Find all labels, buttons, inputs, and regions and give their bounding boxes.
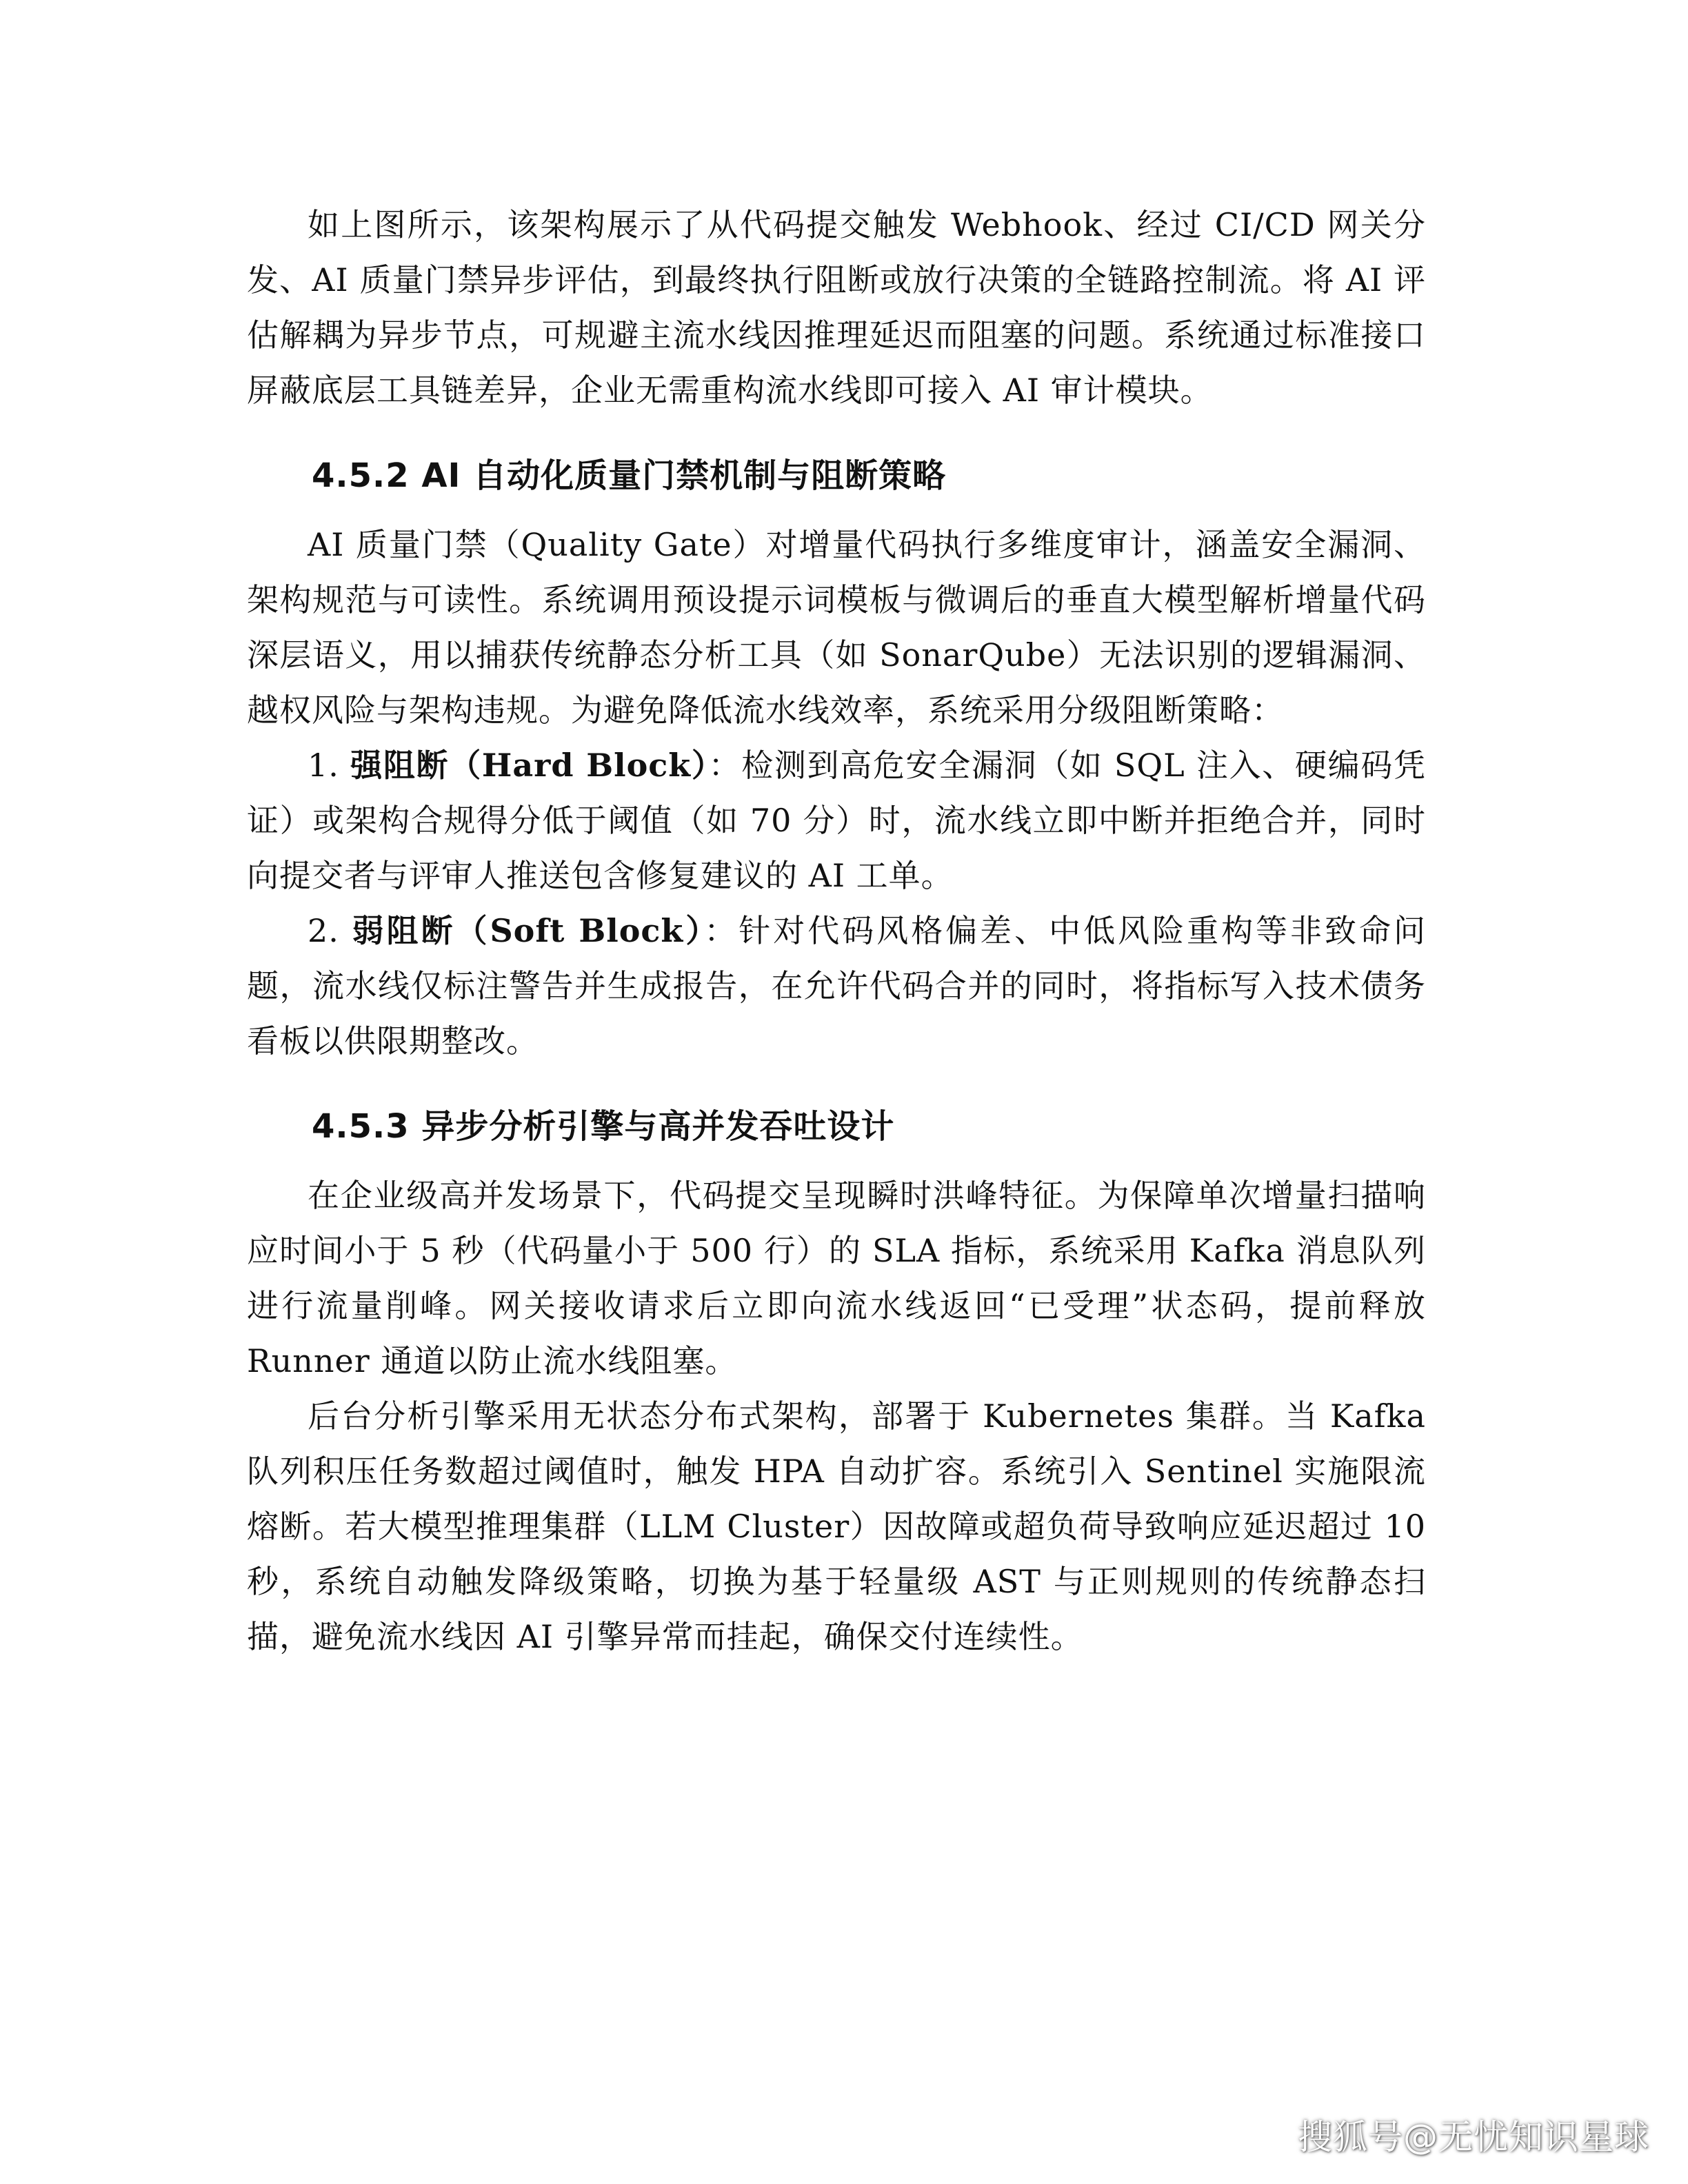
list-item-hard-block xyxy=(247,738,1426,903)
list-item-soft-block xyxy=(247,903,1426,1069)
watermark-text: 搜狐号@无忧知识星球 xyxy=(1298,2117,1649,2157)
list-number: 1. xyxy=(308,747,339,784)
list-text: ：针对代码风格偏差、中低风险重构等非致命问题，流水线仅标注警告并生成报告，在允许代码合并的同时，将指标写入技术债务看板以供限期整改。 xyxy=(247,912,1427,1060)
intro-paragraph: 如上图所示，该架构展示了从代码提交触发 Webhook、经过 CI/CD 网关分发、AI 质量门禁异步评估，到最终执行阻断或放行决策的全链路控制流。将 AI 评估解耦为异步节点，可规避主流水线因推理延迟而阻塞的问题。系统通过标准接口屏蔽底层工具链差异，企业无需重构流水线即可接入 AI 审计模块。 xyxy=(247,206,1426,409)
section-4-5-3-paragraph-1: 在企业级高并发场景下，代码提交呈现瞬时洪峰特征。为保障单次增量扫描响应时间小于 5 秒（代码量小于 500 行）的 SLA 指标，系统采用 Kafka 消息队列进行流量削峰。网关接收请求后立即向流水线返回“已受理”状态码，提前释放 Runner 通道以防止流水线阻塞。 xyxy=(247,1177,1426,1379)
section-4-5-2-paragraph: AI 质量门禁（Quality Gate）对增量代码执行多维度审计，涵盖安全漏洞、架构规范与可读性。系统调用预设提示词模板与微调后的垂直大模型解析增量代码深层语义，用以捕获传统静态分析工具（如 SonarQube）无法识别的逻辑漏洞、越权风险与架构违规。为避免降低流水线效率，系统采用分级阻断策略： xyxy=(247,526,1426,729)
list-number: 2. xyxy=(308,912,339,949)
list-term: 弱阻断（Soft Block） xyxy=(352,912,705,949)
list-text: ：检测到高危安全漏洞（如 SQL 注入、硬编码凭证）或架构合规得分低于阈值（如 70 分）时，流水线立即中断并拒绝合并，同时向提交者与评审人推送包含修复建议的 AI 工单。 xyxy=(247,747,1427,894)
section-4-5-3-paragraph-2: 后台分析引擎采用无状态分布式架构，部署于 Kubernetes 集群。当 Kafka 队列积压任务数超过阈值时，触发 HPA 自动扩容。系统引入 Sentinel 实施限流熔断。若大模型推理集群（LLM Cluster）因故障或超负荷导致响应延迟超过 10 秒，系统自动触发降级策略，切换为基于轻量级 AST 与正则规则的传统静态扫描，避免流水线因 AI 引擎异常而挂起，确保交付连续性。 xyxy=(247,1397,1426,1655)
section-heading-4-5-3: 4.5.3 异步分析引擎与高并发吞吐设计 xyxy=(312,1107,895,1146)
section-heading-4-5-2: 4.5.2 AI 自动化质量门禁机制与阻断策略 xyxy=(312,456,947,495)
list-term: 强阻断（Hard Block） xyxy=(350,747,709,784)
document-body xyxy=(247,197,1426,1664)
